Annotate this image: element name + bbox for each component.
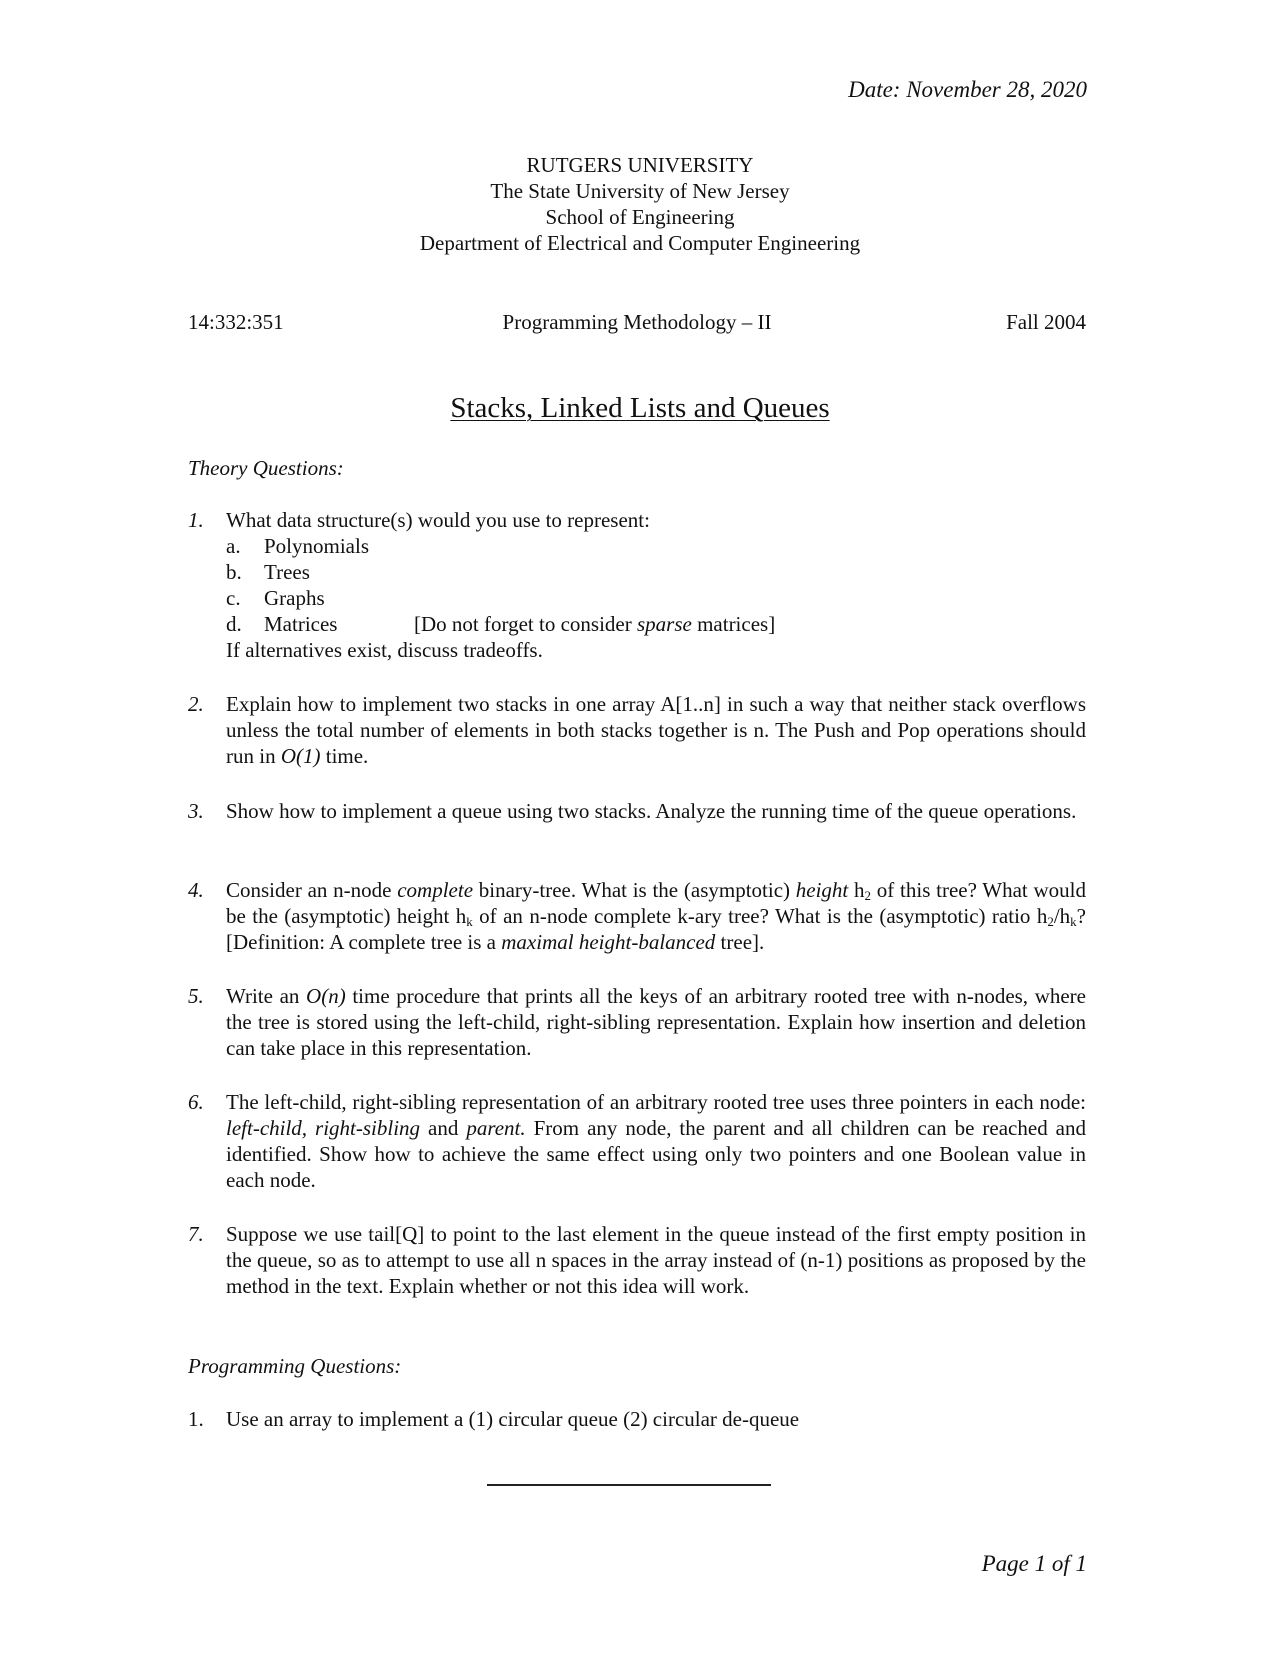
question-text: The left-child, right-sibling representation of an arbitrary rooted tree uses three pointers in each node: [226,1090,1086,1114]
question-emphasis: left-child, right-sibling [226,1116,421,1140]
question-text: h [848,878,865,902]
question-text: Write an [226,984,307,1008]
list-text: Matrices [264,612,338,636]
question-number: 2. [188,692,204,716]
course-term: Fall 2004 [1006,310,1086,334]
question-text: of this tree? What would be the (asymptotic) height h [226,878,1086,928]
subscript: 2 [1047,914,1054,929]
programming-question-1 [188,1406,1086,1432]
question-text: /h [1053,904,1071,928]
question-emphasis: parent. [466,1116,526,1140]
question-text: binary-tree. What is the (asymptotic) [473,878,796,902]
document-date: Date: November 28, 2020 [848,77,1087,102]
list-letter: a. [226,534,241,558]
theory-question-1 [188,507,1086,663]
page-number: Page 1 of 1 [981,1551,1087,1576]
question-body [226,1089,1086,1193]
list-text: Graphs [264,586,325,610]
question-number: 4. [188,878,204,902]
list-text: Polynomials [264,534,370,558]
subscript: k [466,914,473,929]
question-text: Explain how to implement two stacks in one array A[1..n] in such a way that neither stack overflows unless the total number of elements in both stacks together is n. The Push and Pop operations should run in [226,692,1086,768]
question-emphasis: O(1) [280,744,321,768]
course-name: Programming Methodology – II [502,310,772,334]
question-text: From any node, the parent and all children can be reached and identified. Show how to achieve the same effect using only two pointers and one Boolean value in each node. [226,1116,1086,1192]
subscript: 2 [864,888,872,903]
question-intro: What data structure(s) would you use to represent: [226,508,650,532]
document-title: Stacks, Linked Lists and Queues [450,392,830,424]
question-number: 6. [188,1090,204,1114]
list-letter: c. [226,586,241,610]
theory-question-7 [188,1221,1086,1299]
list-letter: b. [226,560,242,584]
question-text: Consider an n-node [226,878,398,902]
question-number: 1. [188,1407,204,1431]
school-name: School of Engineering [545,205,735,229]
theory-question-5 [188,983,1086,1061]
question-body: Use an array to implement a (1) circular queue (2) circular de-queue [226,1407,800,1431]
note-text-end: matrices] [691,612,776,636]
question-number: 7. [188,1222,204,1246]
question-number: 1. [188,508,204,532]
theory-heading: Theory Questions: [188,456,344,480]
list-item [226,559,1086,585]
sparse-note [414,611,775,637]
list-item [226,611,1086,637]
university-subtitle: The State University of New Jersey [490,179,790,203]
note-emphasis: sparse [636,612,692,636]
university-name: RUTGERS UNIVERSITY [526,153,754,177]
question-text: time procedure that prints all the keys of an arbitrary rooted tree with n-nodes, where the tree is stored using the left-child, right-sibling representation. Explain how insertion and deletion can take place in this representation. [226,984,1086,1060]
note-text: [Do not forget to consider [414,612,637,636]
programming-heading: Programming Questions: [188,1354,402,1378]
list-item [226,585,1086,611]
department-name: Department of Electrical and Computer Engineering [419,231,861,255]
question-emphasis: complete [397,878,474,902]
question-text: tree]. [715,930,765,954]
question-outro: If alternatives exist, discuss tradeoffs. [226,638,543,662]
question-emphasis: height [795,878,849,902]
theory-question-6 [188,1089,1086,1193]
end-divider [487,1484,771,1486]
list-letter: d. [226,612,242,636]
question-text-end: time. [320,744,369,768]
university-header [0,152,1280,256]
theory-question-4 [188,877,1086,955]
subscript: k [1070,914,1077,929]
question-text: ? [Definition: A complete tree is a [226,904,1086,954]
question-body [226,507,1086,663]
question-emphasis: O(n) [306,984,346,1008]
question-body [226,877,1086,955]
question-number: 5. [188,984,204,1008]
question-emphasis: maximal height-balanced [501,930,716,954]
question-number: 3. [188,799,204,823]
question-text: and [420,1116,467,1140]
list-item [226,533,1086,559]
question-body: Show how to implement a queue using two stacks. Analyze the running time of the queue operations. [226,799,1077,823]
course-code: 14:332:351 [188,310,284,334]
question-body: Suppose we use tail[Q] to point to the last element in the queue instead of the first empty position in the queue, so as to attempt to use all n spaces in the array instead of (n-1) positions as proposed by the method in the text. Explain whether or not this idea will work. [226,1222,1086,1298]
list-text: Trees [264,560,310,584]
theory-question-2 [188,691,1086,769]
question-body [226,691,1086,769]
question-text: of an n-node complete k-ary tree? What is the (asymptotic) ratio h [472,904,1048,928]
question-body [226,983,1086,1061]
theory-question-3 [188,798,1086,824]
